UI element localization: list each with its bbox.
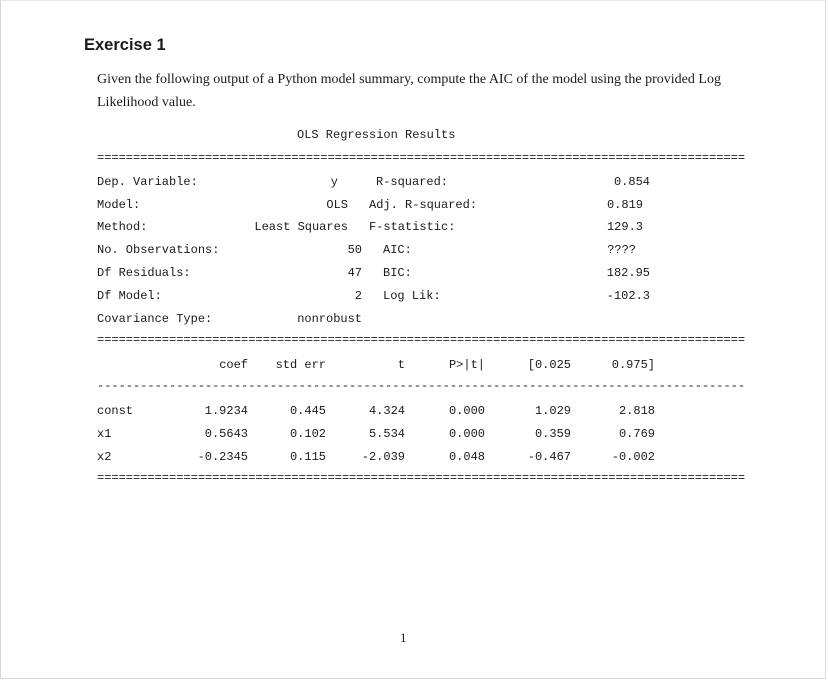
stat-value: 182.95 xyxy=(606,266,650,280)
cell: -0.002 xyxy=(611,450,655,464)
info-value: OLS xyxy=(326,198,348,212)
col-header: [0.025 xyxy=(527,358,571,372)
cell: 2.818 xyxy=(618,404,655,418)
cell: 1.9234 xyxy=(204,404,248,418)
info-value: y xyxy=(330,175,338,189)
cell: 0.000 xyxy=(448,404,485,418)
cell: 0.5643 xyxy=(204,427,248,441)
cell: -0.2345 xyxy=(197,450,248,464)
stat-value: ???? xyxy=(607,243,636,257)
stat-value: 0.854 xyxy=(613,175,650,189)
stat-label: Adj. R-squared: xyxy=(369,198,478,212)
info-label: Covariance Type: xyxy=(97,312,213,326)
exercise-heading: Exercise 1 xyxy=(84,36,166,54)
info-label: Dep. Variable: xyxy=(97,175,198,189)
info-label: Df Model: xyxy=(97,289,162,303)
double-rule: ========================================================================================== xyxy=(97,333,746,347)
col-header: P>|t| xyxy=(448,358,485,372)
stat-label: F-statistic: xyxy=(369,220,456,234)
cell: 4.324 xyxy=(368,404,405,418)
col-header: std err xyxy=(275,358,326,372)
double-rule: ========================================================================================== xyxy=(97,471,746,485)
info-value: 47 xyxy=(347,266,362,280)
cell: 0.359 xyxy=(534,427,571,441)
col-header: coef xyxy=(219,358,248,372)
stat-value: 0.819 xyxy=(606,198,643,212)
cell: 0.769 xyxy=(618,427,655,441)
cell: 5.534 xyxy=(368,427,405,441)
info-value: nonrobust xyxy=(297,312,362,326)
info-label: Df Residuals: xyxy=(97,266,191,280)
info-label: No. Observations: xyxy=(97,243,220,257)
cell: 0.000 xyxy=(448,427,485,441)
summary-title: OLS Regression Results xyxy=(297,128,456,142)
cell: -0.467 xyxy=(527,450,571,464)
row-name: x1 xyxy=(97,427,112,441)
stat-value: 129.3 xyxy=(606,220,643,234)
col-header: 0.975] xyxy=(611,358,655,372)
cell: -2.039 xyxy=(361,450,405,464)
stat-value: -102.3 xyxy=(606,289,650,303)
info-label: Model: xyxy=(97,198,141,212)
stat-label: Log Lik: xyxy=(383,289,441,303)
page-number: 1 xyxy=(400,630,407,645)
double-rule: ========================================================================================== xyxy=(97,151,746,165)
info-value: Least Squares xyxy=(254,220,348,234)
row-name: x2 xyxy=(97,450,112,464)
stat-label: BIC: xyxy=(383,266,412,280)
stat-label: R-squared: xyxy=(376,175,449,189)
cell: 0.048 xyxy=(448,450,485,464)
info-value: 2 xyxy=(354,289,362,303)
cell: 0.102 xyxy=(289,427,326,441)
cell: 1.029 xyxy=(534,404,571,418)
stat-label: AIC: xyxy=(383,243,412,257)
dashed-rule: ------------------------------------------------------------------------------------------ xyxy=(97,379,746,393)
info-label: Method: xyxy=(97,220,148,234)
exercise-intro: Given the following output of a Python model summary, compute the AIC of the model using the provided Log Likelihood value. xyxy=(97,72,721,110)
row-name: const xyxy=(97,404,134,418)
cell: 0.115 xyxy=(289,450,326,464)
cell: 0.445 xyxy=(289,404,326,418)
col-header: t xyxy=(397,358,405,372)
info-value: 50 xyxy=(347,243,362,257)
